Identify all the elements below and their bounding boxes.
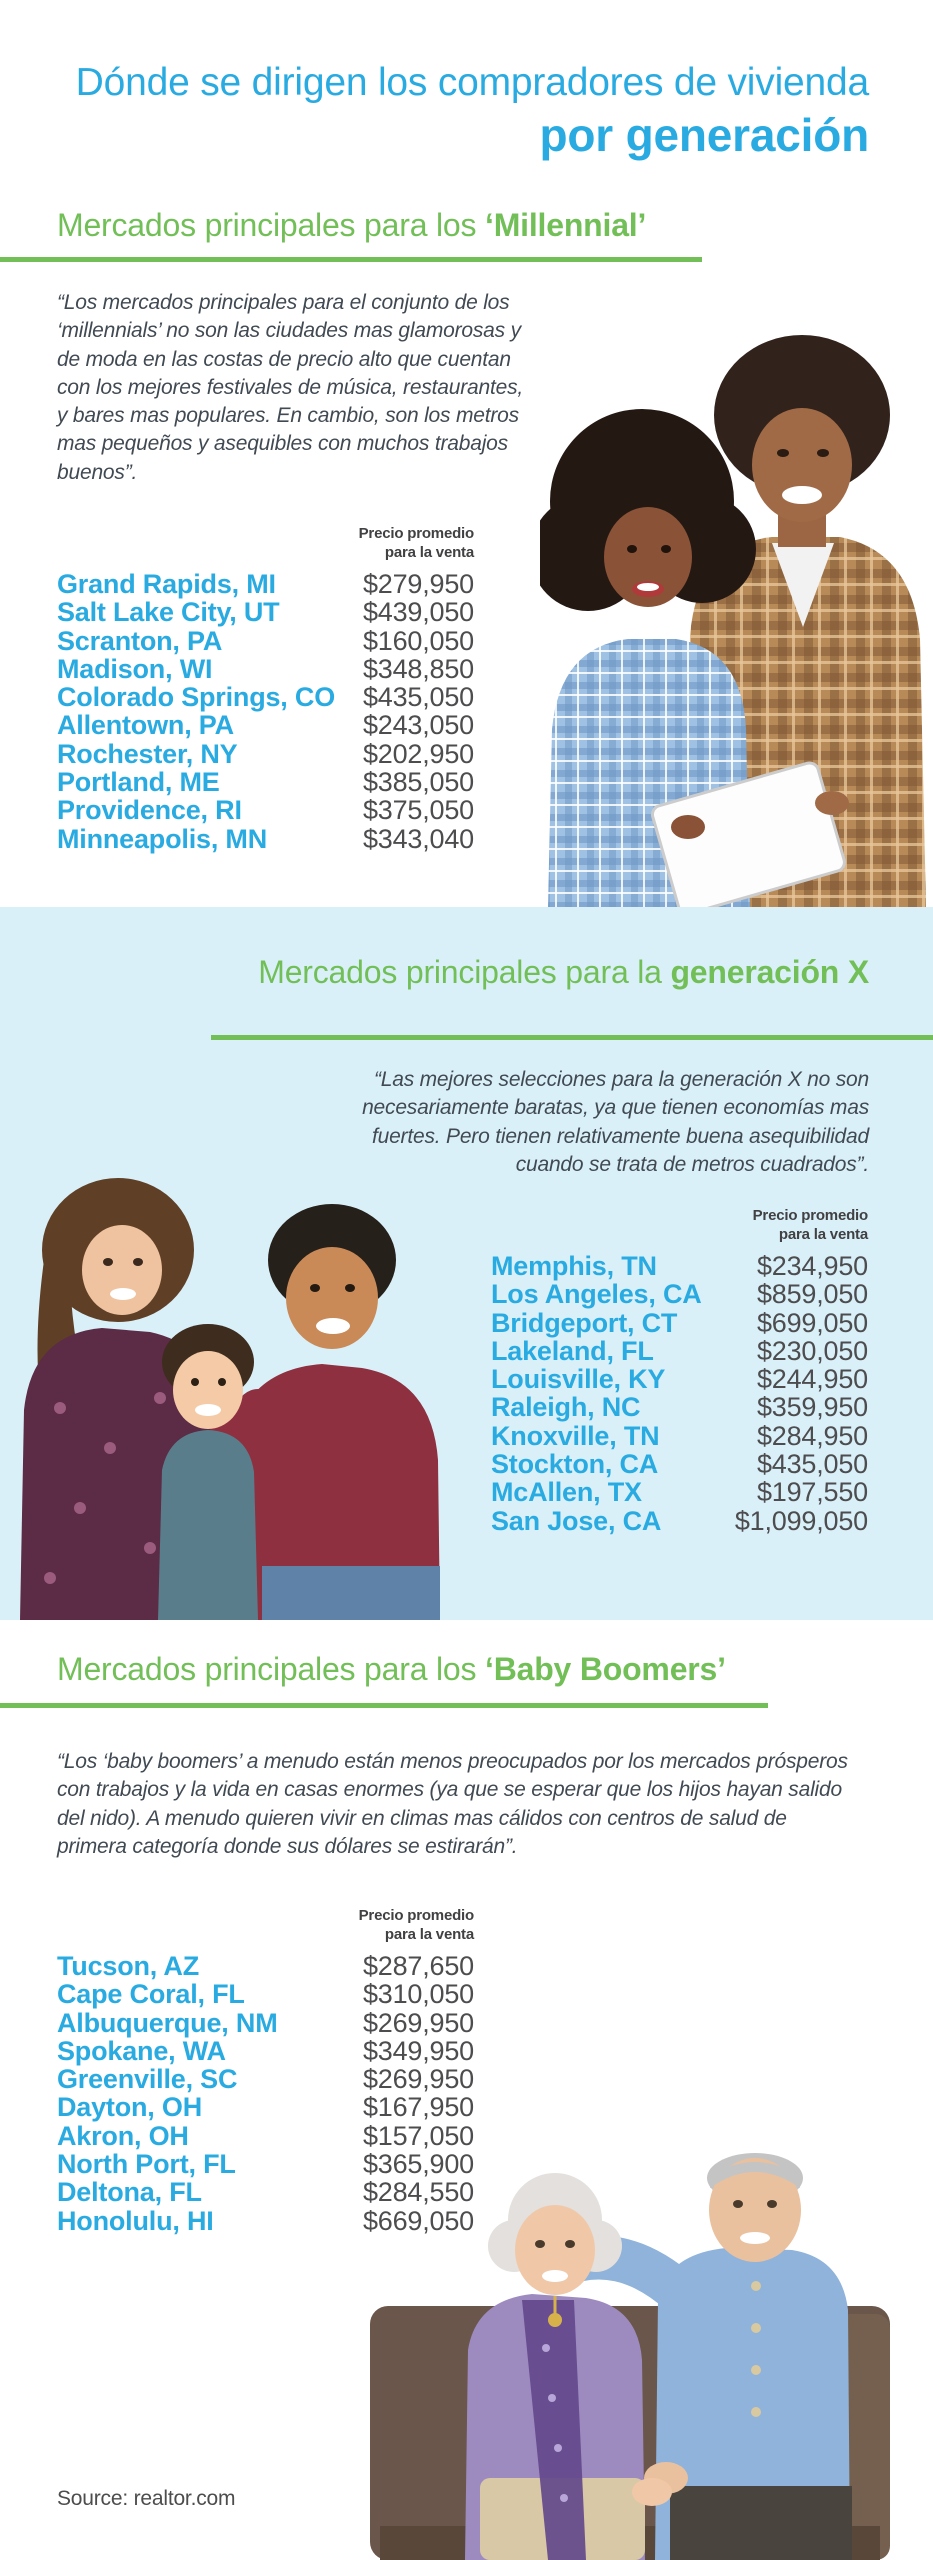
market-row [57, 768, 474, 796]
median-price: $284,950 [756, 1420, 868, 1451]
median-price: $284,550 [362, 2177, 474, 2208]
market-row [491, 1337, 868, 1365]
city-name: Minneapolis, MN [57, 823, 268, 854]
median-price: $234,950 [756, 1251, 868, 1281]
section-heading-baby-boomers [57, 1650, 726, 1688]
section-rule-baby-boomers [0, 1703, 768, 1708]
city-name: Lakeland, FL [491, 1335, 654, 1366]
heading-emphasis: ‘Millennial’ [485, 207, 647, 243]
millennial-couple-photo [540, 305, 933, 907]
city-name: Rochester, NY [57, 738, 238, 769]
city-name: North Port, FL [57, 2149, 236, 2180]
city-name: Raleigh, NC [491, 1392, 641, 1423]
median-price: $269,950 [362, 2064, 474, 2095]
price-header-line1: Precio promedio [752, 1207, 868, 1224]
city-name: Bridgeport, CT [491, 1307, 678, 1338]
median-price: $243,050 [362, 710, 474, 741]
city-name: Grand Rapids, MI [57, 569, 276, 599]
section-rule-millennial [0, 257, 702, 262]
market-row [57, 2037, 474, 2065]
market-row [57, 2093, 474, 2121]
median-price: $157,050 [362, 2120, 474, 2151]
city-name: Salt Lake City, UT [57, 597, 280, 628]
price-column-header-gen-x [753, 1206, 868, 1244]
market-row [57, 796, 474, 824]
median-price: $375,050 [362, 795, 474, 826]
city-name: Colorado Springs, CO [57, 682, 336, 713]
heading-emphasis: generación X [670, 954, 869, 990]
market-row [57, 711, 474, 739]
heading-prefix: Mercados principales para los [57, 207, 485, 243]
source-credit: Source: realtor.com [57, 2487, 236, 2510]
median-price: $279,950 [362, 569, 474, 599]
page-title-line1: Dónde se dirigen los compradores de vivienda [75, 61, 869, 104]
price-header-line2: para la venta [384, 544, 474, 561]
median-price: $439,050 [362, 597, 474, 628]
median-price: $197,550 [756, 1477, 868, 1508]
median-price: $343,040 [362, 823, 474, 854]
section-rule-gen-x [211, 1035, 933, 1040]
price-header-line1: Precio promedio [358, 1907, 474, 1924]
city-name: Dayton, OH [57, 2092, 203, 2123]
quote-baby-boomers: “Los ‘baby boomers’ a menudo están menos preocupados por los mercados prósperos con trabajos y la vida en casas enormes (ya que se esperar que los hijos hayan salido del nido). A menudo quieren vivir en climas mas cálidos con centros de salud de primera categoría donde sus dólares se estirarán”. [57, 1750, 848, 1858]
heading-prefix: Mercados principales para los [57, 1651, 485, 1687]
market-row [491, 1478, 868, 1506]
city-name: Stockton, CA [491, 1449, 659, 1480]
market-row [491, 1422, 868, 1450]
price-header-line1: Precio promedio [358, 525, 474, 542]
city-name: Greenville, SC [57, 2064, 238, 2095]
section-heading-millennial [57, 206, 646, 244]
market-row [491, 1280, 868, 1308]
city-name: Akron, OH [57, 2120, 189, 2151]
price-column-header-baby-boomers [359, 1906, 474, 1944]
market-row [57, 655, 474, 683]
market-row [57, 1952, 474, 1980]
city-name: Madison, WI [57, 653, 213, 684]
median-price: $348,850 [362, 653, 474, 684]
market-row [57, 2122, 474, 2150]
city-name: Providence, RI [57, 795, 242, 826]
market-row [491, 1252, 868, 1280]
median-price: $435,050 [756, 1449, 868, 1480]
price-column-header-millennial [359, 524, 474, 562]
gen-x-family-photo [0, 1158, 452, 1620]
median-price: $359,950 [756, 1392, 868, 1423]
median-price: $167,950 [362, 2092, 474, 2123]
market-row [491, 1309, 868, 1337]
market-list-gen-x [491, 1252, 868, 1535]
page-title-line2: por generación [539, 109, 869, 161]
city-name: Deltona, FL [57, 2177, 202, 2208]
city-name: Tucson, AZ [57, 1951, 199, 1981]
market-row [57, 683, 474, 711]
median-price: $669,050 [362, 2205, 474, 2236]
median-price: $160,050 [362, 625, 474, 656]
quote-gen-x: “Las mejores selecciones para la generación X no son necesariamente baratas, ya que tienen economías mas fuertes. Pero tienen relativamente buena asequibilidad cuando se trata de metros cuadrados”. [362, 1068, 869, 1176]
median-price: $385,050 [362, 767, 474, 798]
market-row [491, 1507, 868, 1535]
median-price: $269,950 [362, 2007, 474, 2038]
market-row [57, 570, 474, 598]
median-price: $244,950 [756, 1364, 868, 1395]
market-row [491, 1393, 868, 1421]
median-price: $859,050 [756, 1279, 868, 1310]
city-name: San Jose, CA [491, 1505, 662, 1536]
section-heading-gen-x [258, 953, 869, 991]
city-name: Los Angeles, CA [491, 1279, 702, 1310]
city-name: Portland, ME [57, 767, 220, 798]
market-row [57, 627, 474, 655]
city-name: Louisville, KY [491, 1364, 666, 1395]
median-price: $365,900 [362, 2149, 474, 2180]
market-row [57, 598, 474, 626]
heading-prefix: Mercados principales para la [258, 954, 671, 990]
market-row [491, 1450, 868, 1478]
price-header-line2: para la venta [384, 1926, 474, 1943]
median-price: $435,050 [362, 682, 474, 713]
median-price: $699,050 [756, 1307, 868, 1338]
city-name: Knoxville, TN [491, 1420, 660, 1451]
heading-emphasis: ‘Baby Boomers’ [485, 1651, 726, 1687]
market-list-millennial [57, 570, 474, 853]
market-row [57, 2009, 474, 2037]
median-price: $310,050 [362, 1979, 474, 2010]
page-title [76, 60, 869, 162]
median-price: $287,650 [362, 1951, 474, 1981]
baby-boomers-couple-photo [370, 2148, 933, 2560]
city-name: Memphis, TN [491, 1251, 657, 1281]
median-price: $1,099,050 [734, 1505, 868, 1536]
city-name: Honolulu, HI [57, 2205, 214, 2236]
market-row [57, 2065, 474, 2093]
quote-millennial: “Los mercados principales para el conjunto de los ‘millennials’ no son las ciudades mas glamorosas y de moda en las costas de precio alto que cuentan con los mejores festivales de música, restaurantes, y bares mas populares. En cambio, son los metros mas pequeños y asequibles con muchos trabajos buenos”. [57, 291, 524, 484]
market-row [57, 825, 474, 853]
median-price: $349,950 [362, 2035, 474, 2066]
city-name: Scranton, PA [57, 625, 223, 656]
city-name: Allentown, PA [57, 710, 234, 741]
city-name: Cape Coral, FL [57, 1979, 245, 2010]
city-name: McAllen, TX [491, 1477, 642, 1508]
market-row [57, 1980, 474, 2008]
market-row [57, 740, 474, 768]
median-price: $202,950 [362, 738, 474, 769]
price-header-line2: para la venta [778, 1226, 868, 1243]
city-name: Spokane, WA [57, 2035, 226, 2066]
city-name: Albuquerque, NM [57, 2007, 278, 2038]
market-row [491, 1365, 868, 1393]
median-price: $230,050 [756, 1335, 868, 1366]
